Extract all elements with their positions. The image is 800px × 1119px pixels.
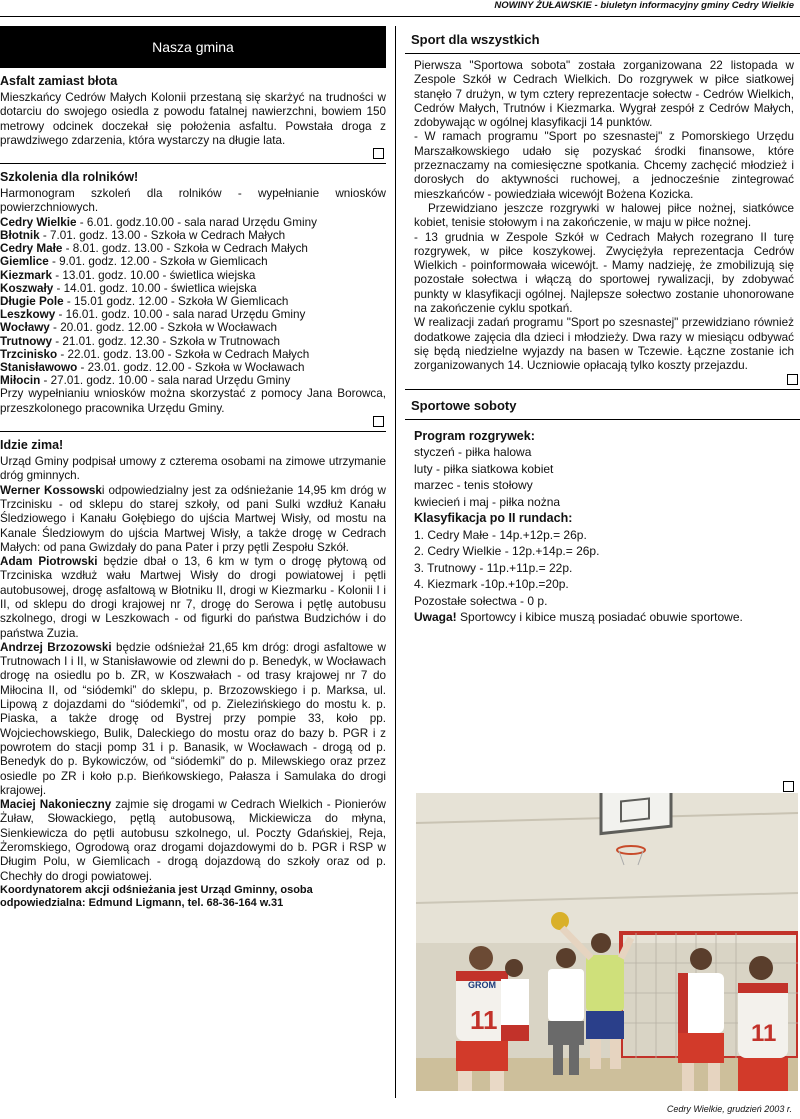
program-title: Program rozgrywek: <box>414 428 535 443</box>
program-item: luty - piłka siatkowa kobiet <box>414 461 554 476</box>
article-soboty <box>405 398 800 626</box>
program-box <box>405 428 800 626</box>
schedule-item: Kiezmark - 13.01. godz. 10.00 - świetlica wiejska <box>0 268 256 282</box>
classification-item: Pozostałe sołectwa - 0 p. <box>414 593 548 608</box>
article-intro: Urząd Gminy podpisał umowy z czterema osobami na zimowe utrzymanie dróg gminnych. <box>0 455 386 483</box>
schedule-item: Trzcinisko - 22.01. godz. 13.00 - Szkoła w Cedrach Małych <box>0 347 310 361</box>
article-paragraph: W realizacji zadań programu "Sport po szesnastej" przewidziano również dodatkowe zajęcia dla dzieci i młodzieży. Dwa razy w miesiącu odbywać się będą niedzielne wyjazdy na basen w Tczewie. Łączne zostanie ich zorganizowanych 14. Uczniowie opłacają tylko koszty przejazdu. <box>414 316 794 373</box>
schedule-item: Długie Pole - 15.01 godz. 12.00 - Szkoła W Giemlicach <box>0 295 289 308</box>
schedule-item: Giemlice - 9.01. godz. 12.00 - Szkoła w Giemlicach <box>0 255 268 269</box>
article-sport <box>405 26 800 390</box>
program-item: kwiecień i maj - piłka nożna <box>414 494 561 509</box>
schedule-item: Miłocin - 27.01. godz. 10.00 - sala narad Urzędu Gminy <box>0 374 291 388</box>
schedule-item: Trutnowy - 21.01. godz. 12.30 - Szkoła w Trutnowach <box>0 334 280 348</box>
article-outro: Przy wypełnianiu wniosków można skorzystać z pomocy Jana Borowca, przeszkolonego pracownika Urzędu Gminy. <box>0 387 386 415</box>
end-square-icon <box>787 374 798 385</box>
column-divider <box>395 26 396 1098</box>
header-rule <box>0 16 800 17</box>
title-rule <box>405 419 800 420</box>
end-square-icon <box>373 148 384 159</box>
schedule-item: Cedry Wielkie - 6.01. godz.10.00 - sala narad Urzędu Gminy <box>0 215 317 229</box>
article-paragraph: Pierwsza "Sportowa sobota" została zorganizowana 22 listopada w Zespole Szkół w Cedrach Wielkich. Do rozgrywek w piłce siatkowej stanęło 7 drużyn, w tym cztery reprezentacje sołectw - Cedrów Wielkich, Cedrów Małych, Trutnów i Kiezmarka. Wygrał zespół z Cedrów Małych, zdobywając w ogólnej klasyfikacji 14 punktów. <box>414 59 794 130</box>
person-paragraph: Andrzej Brzozowski będzie odśnieżał 21,65 km dróg: drogi asfaltowe w Trutnowach I i II, w Stanisławowie od zlewni do p. Benedyk, w Wocławach drogę na osiedlu po b. ZR, w Koszwałach - od trasy krajowej nr 7 do Miłocina II, od “siódemki” do sklepu, p. Brzozowskiego i p. Marksa, ul. Lipową z dojazdami do “siódemki”, od p. Zielezińskiego do mostu k. p. Piaska, a także drogę od Bystrej przy pompie 33, koło pp. Wojciechowskiego, Bulik, Daleckiego do mostu oraz do bazy b. PGR i z powrotem do stacji pomp 31 i p. Banasik, w Wocławach - drogą od p. Benedyk do p. Bykowiczów, od “siódemki” do p. Milewskiego oraz przez osiedle po ZR i koło p.p. Bieńkowskiego, Pałasza i Samulaka do drogi krajowej. <box>0 640 386 797</box>
schedule-item: Wocławy - 20.01. godz. 12.00 - Szkoła w Wocławach <box>0 321 277 335</box>
note: Uwaga! Sportowcy i kibice muszą posiadać obuwie sportowe. <box>414 610 743 625</box>
article-title: Idzie zima! <box>0 438 64 453</box>
schedule-item: Koszwały - 14.01. godz. 10.00 - świetlica wiejska <box>0 281 257 295</box>
article-intro: Harmonogram szkoleń dla rolników - wypełnianie wniosków powierzchniowych. <box>0 187 386 215</box>
schedule-item: Leszkowy - 16.01. godz. 10.00 - sala narad Urzędu Gminy <box>0 308 306 322</box>
footer-dateline: Cedry Wielkie, grudzień 2003 r. <box>666 1104 792 1114</box>
classification-title: Klasyfikacja po II rundach: <box>414 511 573 526</box>
section-banner: Nasza gmina <box>0 26 386 68</box>
classification-item: 4. Kiezmark -10p.+10p.=20p. <box>414 577 569 592</box>
article-szkolenia <box>0 170 386 432</box>
schedule-list <box>0 216 386 388</box>
person-paragraph: Werner Kossowski odpowiedzialny jest za odśnieżanie 14,95 km dróg w Trzcinisku - od sklepu do starej szkoły, od pani Sulki wzdłuż Kanału Śledziowego i Kanału Gołębiego do ujścia Martwej Wisły, od mostu na Kanale Śledziowym do ujścia Martwej Wisły, a także drogę w Cedrach Małych: od pana Gwizdały do pana Pater i przy pętli Zespołu Szkół. <box>0 483 386 554</box>
coordinator-note: Koordynatorem akcji odśnieżania jest Urząd Gminny, osoba odpowiedzialna: Edmund Ligmann, tel. 68-36-164 w.31 <box>0 883 313 910</box>
program-item: marzec - tenis stołowy <box>414 478 533 493</box>
article-body: Mieszkańcy Cedrów Małych Kolonii przestaną się skarżyć na trudności w dotarciu do swojego osiedla z powodu fatalnej nawierzchni, bowiem 150 metrowy odcinek doczekał się położenia asfaltu. Powstała droga z prawdziwego zdarzenia, która wystarczy na długie lata. <box>0 91 386 147</box>
article-asfalt <box>0 74 386 164</box>
sports-photo <box>416 793 798 1091</box>
article-zima <box>0 438 386 911</box>
left-column <box>0 26 386 1096</box>
title-rule <box>405 53 800 54</box>
jersey-number: 11 <box>751 1020 777 1047</box>
article-paragraph: - W ramach programu "Sport po szesnastej" z Pomorskiego Urzędu Marszałkowskiego udało się pozyskać środki finansowe, które przeznaczamy na comiesięczne spotkania. Chcemy zachęcić młodzież i dorosłych do aktywności ruchowej, a jednocześnie zintegrować mieszkańców - powiedziała wicewójt Bożena Kozicka. <box>414 130 794 201</box>
article-title: Asfalt zamiast błota <box>0 74 118 88</box>
end-square-icon <box>373 416 384 427</box>
jersey-text: GROM <box>468 980 496 990</box>
header-title: NOWINY ŻUŁAWSKIE - biuletyn informacyjny gminy Cedry Wielkie <box>494 0 794 11</box>
article-title: Szkolenia dla rolników! <box>0 170 139 185</box>
article-title: Sport dla wszystkich <box>411 32 540 47</box>
classification-item: 1. Cedry Małe - 14p.+12p.= 26p. <box>414 527 587 542</box>
classification-item: 3. Trutnowy - 11p.+11p.= 22p. <box>414 560 573 575</box>
person-paragraph: Adam Piotrowski będzie dbał o 13, 6 km w tym o drogę płytową od Trzciniska wzdłuż wału Martwej Wisły do drogi powiatowej i pętli autobusowej, drogę asfaltową w Błotniku II, drogi w Kiezmarku - Kolonii I i II, od sklepu do drogi krajowej nr 7, drogę do Serowa i pętlę autobusu szkolnego, drogi w Leszkowach - od figurki do państwa Budzichów i do państwa Zuzia. <box>0 555 386 640</box>
article-paragraph: - 13 grudnia w Zespole Szkół w Cedrach Małych rozegrano II turę rozgrywek, w piłce koszykowej. Zwyciężyła reprezentacja Cedrów Wielkich - poinformowała wicewójt. - Mamy nadzieję, że zmobilizują się pozostałe sołectwa i włączą do sportowej rywalizacji, by zdobywać punkty w klasyfikacji ogólnej. Najlepsze sołectwo zostanie uhonorowane na zakończenie cyklu spotkań. <box>414 230 794 316</box>
end-square-icon <box>783 781 794 792</box>
article-title: Sportowe soboty <box>411 397 517 413</box>
article-paragraph: Przewidziano jeszcze rozgrywki w halowej piłce nożnej, siatkówce kobiet, tenisie stołowym i na zakończenie, w maju w piłce nożnej. <box>414 201 794 230</box>
schedule-item: Błotnik - 7.01. godz. 13.00 - Szkoła w Cedrach Małych <box>0 228 286 242</box>
program-item: styczeń - piłka halowa <box>414 445 532 460</box>
schedule-item: Cedry Małe - 8.01. godz. 13.00 - Szkoła w Cedrach Małych <box>0 242 308 256</box>
classification-item: 2. Cedry Wielkie - 12p.+14p.= 26p. <box>414 544 600 559</box>
jersey-number: 11 <box>470 1005 498 1035</box>
schedule-item: Stanisławowo - 23.01. godz. 12.00 - Szkoła w Wocławach <box>0 361 305 375</box>
person-paragraph: Maciej Nakonieczny zajmie się drogami w Cedrach Wielkich - Pionierów Żuław, Słowackiego, pętlą autobusową, Mickiewicza do młyna, Sienkiewicza do pętli autobusu szkolnego, ul. Poczty Gdańskiej, Reja, Żeromskiego, Ogrodową oraz drogami dojazdowymi do b. PGR i RSP w Długim Polu, w Giemlicach - drogą dojazdową do szkoły oraz od p. Chechły do drogi powiatowej. <box>0 798 386 883</box>
